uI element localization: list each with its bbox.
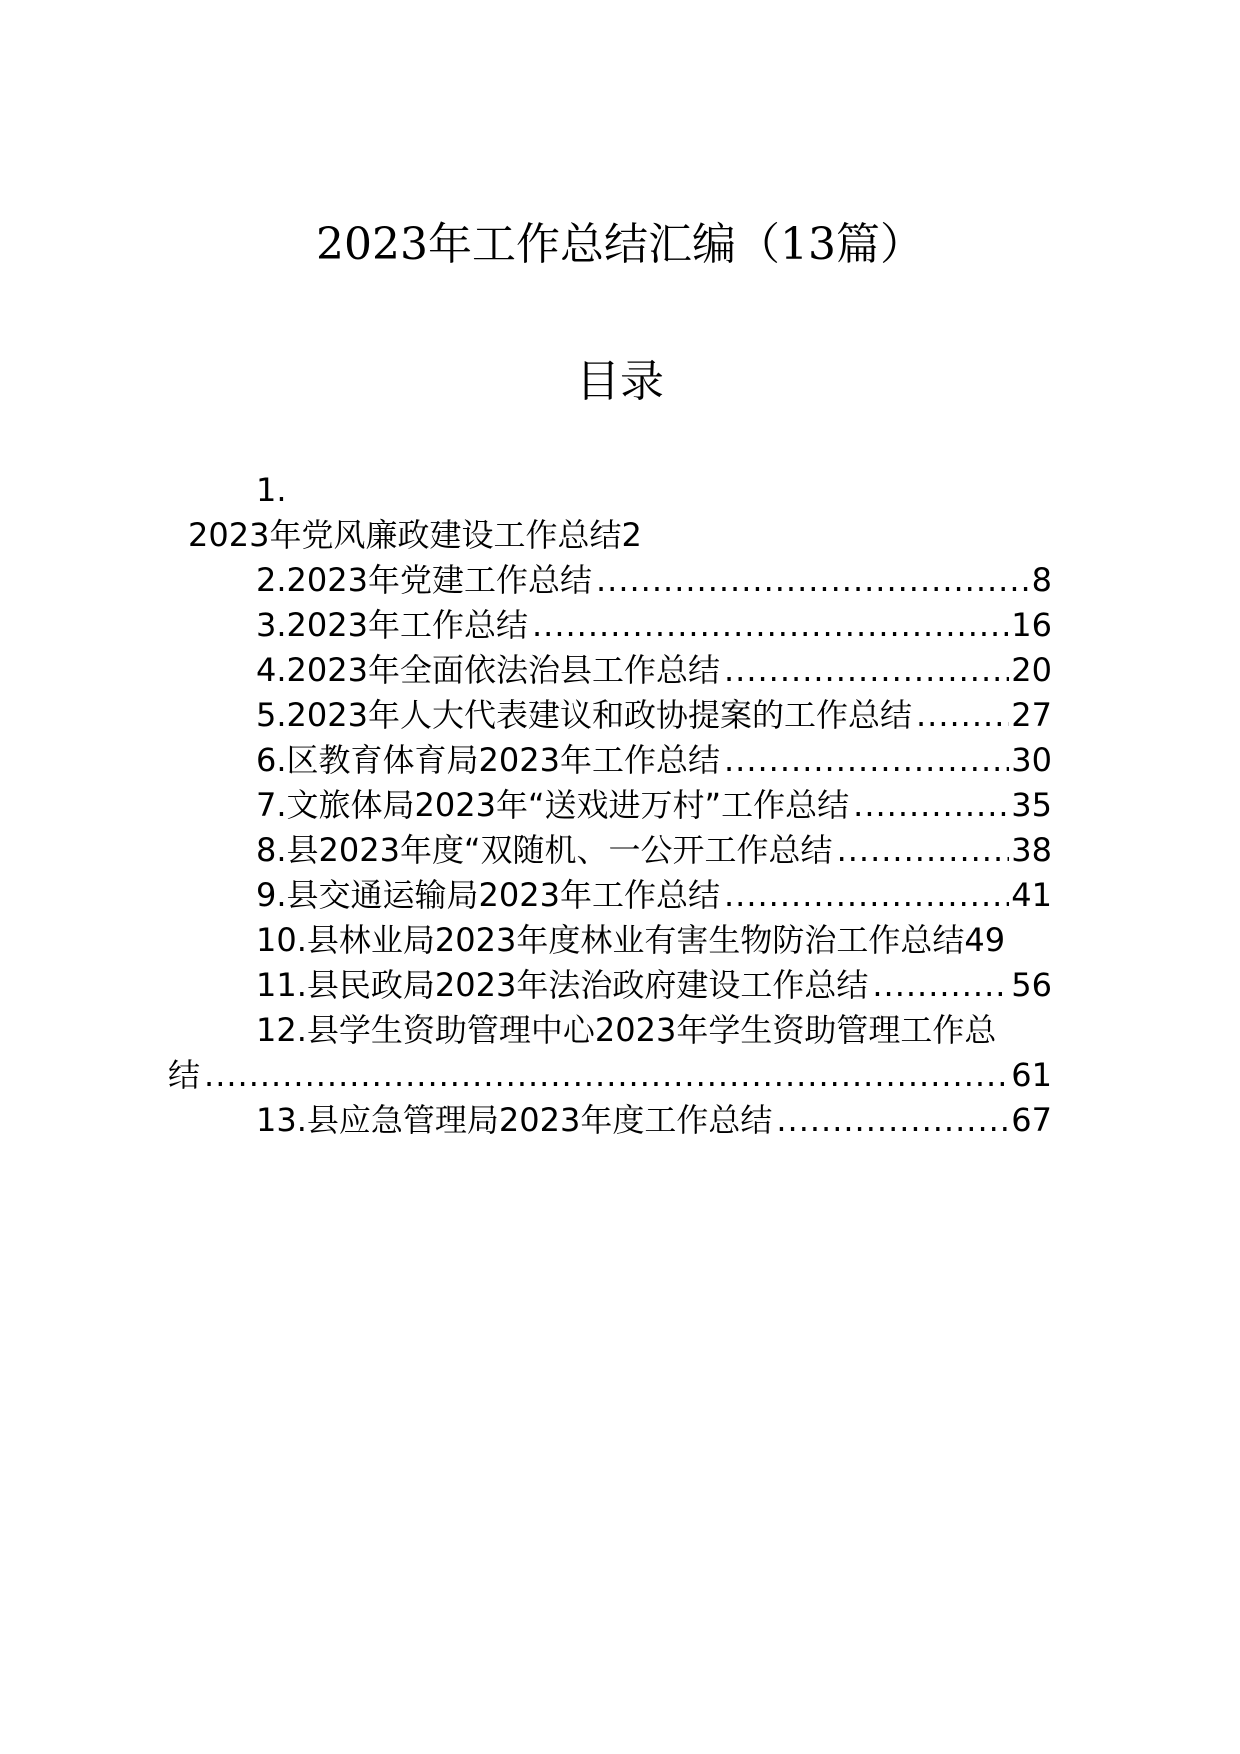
toc-entry-text: 5.2023年人大代表建议和政协提案的工作总结 <box>256 696 912 734</box>
toc-entry-text: 8.县2023年度“双随机、一公开工作总结 <box>256 831 833 869</box>
toc-leader-dots <box>724 648 1009 693</box>
toc-entry-page: 49 <box>964 921 1006 959</box>
toc-entry-page: 61 <box>1011 1056 1052 1094</box>
toc-entry-13[interactable] <box>188 1098 1052 1143</box>
toc-entry-number: 1. <box>256 471 287 509</box>
toc-entry-page: 56 <box>1011 966 1052 1004</box>
toc-entry-page: 27 <box>1011 696 1052 734</box>
toc-leader-dots <box>872 963 1009 1008</box>
toc-leader-dots <box>837 828 1010 873</box>
table-of-contents <box>168 468 1052 1143</box>
toc-entry-page: 67 <box>1011 1101 1052 1139</box>
toc-entry-text: 11.县民政局2023年法治政府建设工作总结 <box>256 966 869 1004</box>
toc-entry-1[interactable] <box>188 513 1052 558</box>
toc-entry-5[interactable] <box>188 693 1052 738</box>
toc-entry-page: 41 <box>1011 876 1052 914</box>
toc-entry-text: 2.2023年党建工作总结 <box>256 561 592 599</box>
toc-entry-9[interactable] <box>188 873 1052 918</box>
toc-leader-dots <box>204 1053 1009 1098</box>
toc-entry-text: 12.县学生资助管理中心2023年学生资助管理工作总 <box>256 1011 997 1049</box>
toc-leader-dots <box>916 693 1009 738</box>
toc-leader-dots <box>532 603 1009 648</box>
toc-entry-page: 8 <box>1031 561 1052 599</box>
toc-entry-12[interactable] <box>188 1008 1052 1053</box>
toc-entry-7[interactable] <box>188 783 1052 828</box>
toc-entry-text: 结 <box>168 1056 201 1094</box>
toc-entry-text: 6.区教育体育局2023年工作总结 <box>256 741 720 779</box>
toc-entry-page: 38 <box>1011 831 1052 869</box>
toc-entry-text: 2023年党风廉政建设工作总结2 <box>188 516 642 554</box>
toc-entry-text: 4.2023年全面依法治县工作总结 <box>256 651 720 689</box>
toc-entry-8[interactable] <box>188 828 1052 873</box>
toc-entry-12-continued[interactable] <box>168 1053 1052 1098</box>
toc-entry-text: 7.文旅体局2023年“送戏进万村”工作总结 <box>256 786 850 824</box>
toc-leader-dots <box>596 558 1030 603</box>
toc-entry-text: 13.县应急管理局2023年度工作总结 <box>256 1101 773 1139</box>
toc-leader-dots <box>776 1098 1009 1143</box>
toc-entry-page: 20 <box>1011 651 1052 689</box>
toc-entry-4[interactable] <box>188 648 1052 693</box>
toc-entry-page: 35 <box>1011 786 1052 824</box>
toc-entry-10[interactable] <box>188 918 1052 963</box>
toc-entry-11[interactable] <box>188 963 1052 1008</box>
toc-heading: 目录 <box>576 356 664 407</box>
toc-entry-page: 30 <box>1011 741 1052 779</box>
toc-entry-2[interactable] <box>188 558 1052 603</box>
toc-entry-text: 3.2023年工作总结 <box>256 606 528 644</box>
toc-leader-dots <box>853 783 1009 828</box>
toc-entry-1-number <box>188 468 1052 513</box>
toc-leader-dots <box>724 873 1009 918</box>
toc-leader-dots <box>724 738 1009 783</box>
toc-entry-text: 9.县交通运输局2023年工作总结 <box>256 876 720 914</box>
toc-entry-3[interactable] <box>188 603 1052 648</box>
toc-entry-6[interactable] <box>188 738 1052 783</box>
toc-entry-text: 10.县林业局2023年度林业有害生物防治工作总结 <box>256 921 965 959</box>
toc-entry-page: 16 <box>1011 606 1052 644</box>
document-title: 2023年工作总结汇编（13篇） <box>316 219 924 270</box>
